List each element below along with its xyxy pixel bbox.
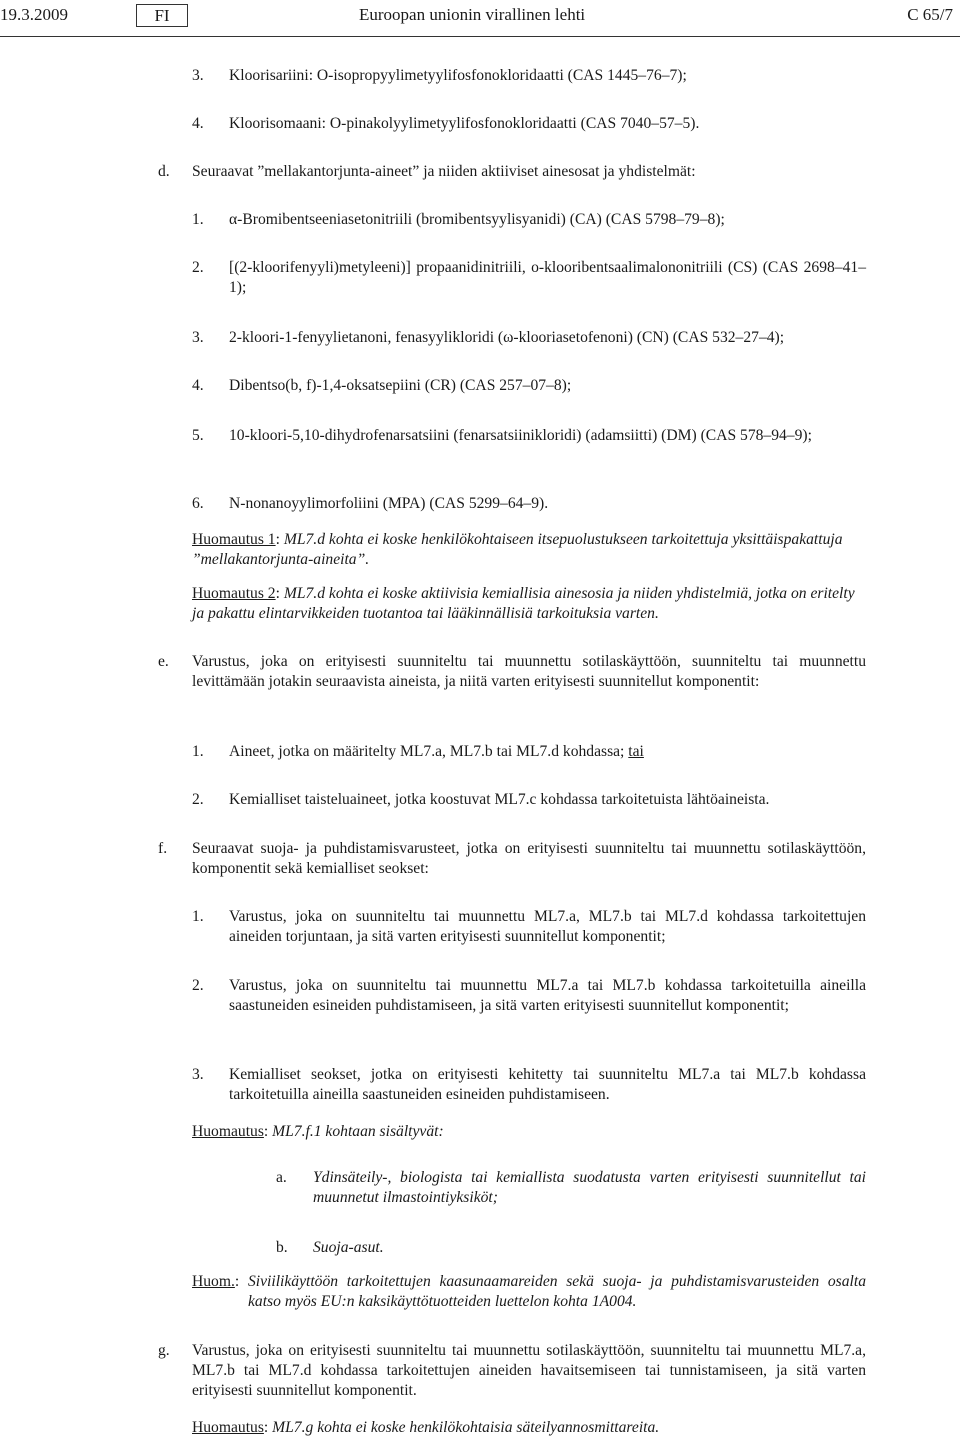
note-separator: :: [275, 531, 284, 548]
note-label: Huomautus: [192, 1123, 264, 1140]
note-text: ML7.d kohta ei koske henkilökohtaiseen itsepuolustukseen tarkoitettuja yksittäispakattuja ”mellakantorjunta-aineita”.: [192, 531, 843, 568]
item-number: 6.: [192, 495, 204, 512]
publication-date: 19.3.2009: [0, 5, 68, 24]
note-text: ML7.d kohta ei koske aktiivisia kemiallisia ainesosia ja niiden yhdistelmiä, jotka on eritelty ja pakattu elintarvikkeiden tuotantoa tai lääkinnällisiä tarkoituksia varten.: [192, 585, 855, 622]
item-number: 1.: [192, 743, 204, 760]
note-separator: :: [234, 1273, 240, 1290]
item-text: Varustus, joka on erityisesti suunniteltu tai muunnettu sotilaskäyttöön, suunniteltu tai muunnettu levittämään jotakin seuraavista aineista, ja niitä varten erityisesti suunnitellut komponentit:: [192, 653, 866, 690]
note-label: Huomautus 1: [192, 531, 276, 548]
note-text: ML7.g kohta ei koske henkilökohtaisia säteilyannosmittareita.: [272, 1419, 660, 1436]
item-number: 5.: [192, 427, 204, 444]
item-text: Kemialliset seokset, jotka on erityisesti kehitetty tai suunniteltu ML7.a tai ML7.b kohdassa tarkoitetuilla aineilla saastuneiden esineiden puhdistamiseen.: [229, 1066, 866, 1103]
item-text: 2-kloori-1-fenyylietanoni, fenasyylikloridi (ω-klooriasetofenoni) (CN) (CAS 532–27–4);: [229, 329, 785, 346]
item-text: Varustus, joka on erityisesti suunniteltu tai muunnettu sotilaskäyttöön, suunniteltu tai muunnettu ML7.a, ML7.b tai ML7.d kohdassa tarkoitettujen aineiden havaitsemiseen tai tunnistamiseen, ja sitä varten erityisesti suunnitellut komponentit.: [192, 1342, 866, 1399]
item-number: 3.: [192, 329, 204, 346]
note-text: Siviilikäyttöön tarkoitettujen kaasunaamareiden sekä suoja- ja puhdistamisvarusteiden osalta katso myös EU:n kaksikäyttötuotteiden luettelon kohta 1A004.: [248, 1273, 866, 1310]
item-letter: g.: [158, 1342, 170, 1359]
item-text: α-Bromibentseeniasetonitriili (bromibentsyylisyanidi) (CA) (CAS 5798–79–8);: [229, 211, 725, 228]
note-text: ML7.f.1 kohtaan sisältyvät:: [272, 1123, 444, 1140]
note-separator: :: [275, 585, 284, 602]
item-text: Suoja-asut.: [313, 1239, 384, 1256]
item-number: 4.: [192, 377, 204, 394]
item-letter: e.: [158, 653, 169, 670]
item-number: 2.: [192, 259, 204, 276]
note-label: Huom.: [192, 1273, 235, 1290]
item-text: Varustus, joka on suunniteltu tai muunnettu ML7.a tai ML7.b kohdassa tarkoitetuilla aineilla saastuneiden esineiden puhdistamiseen, ja sitä varten erityisesti suunnitellut komponentit;: [229, 977, 866, 1014]
item-number: 1.: [192, 211, 204, 228]
item-number: 3.: [192, 1066, 204, 1083]
item-text: Kloorisariini: O-isopropyylimetyylifosfonokloridaatti (CAS 1445–76–7);: [229, 67, 687, 84]
item-text: Aineet, jotka on määritelty ML7.a, ML7.b tai ML7.d kohdassa;: [229, 743, 629, 760]
page-reference: C 65/7: [907, 5, 953, 24]
header-rule: [0, 36, 960, 37]
item-number: 2.: [192, 791, 204, 808]
note-label: Huomautus 2: [192, 585, 276, 602]
journal-title: Euroopan unionin virallinen lehti: [359, 5, 586, 24]
note-label: Huomautus: [192, 1419, 264, 1436]
note-d-2: [192, 584, 866, 624]
item-text: 10-kloori-5,10-dihydrofenarsatsiini (fenarsatsiinikloridi) (adamsiitti) (DM) (CAS 578–94–9);: [229, 427, 812, 444]
item-number: 2.: [192, 977, 204, 994]
item-number: 1.: [192, 908, 204, 925]
item-text: [(2-kloorifenyyli)metyleeni)] propaanidinitriili, o-klooribentsaalimalononitriili (CS) (CAS 2698–41–1);: [229, 259, 866, 296]
item-text: Seuraavat ”mellakantorjunta-aineet” ja niiden aktiiviset ainesosat ja yhdistelmät:: [192, 163, 696, 180]
language-code-box: FI: [136, 4, 188, 27]
note-g: [192, 1418, 659, 1438]
item-text: N-nonanoyylimorfoliini (MPA) (CAS 5299–64–9).: [229, 495, 549, 512]
item-letter: a.: [276, 1169, 287, 1186]
item-text: Varustus, joka on suunniteltu tai muunnettu ML7.a, ML7.b tai ML7.d kohdassa tarkoitettujen aineiden torjuntaan, ja sitä varten erityisesti suunnitellut komponentit;: [229, 908, 866, 945]
note-f: [192, 1122, 444, 1142]
item-letter: b.: [276, 1239, 288, 1256]
item-text: Seuraavat suoja- ja puhdistamisvarusteet, jotka on erityisesti suunniteltu tai muunnettu sotilaskäyttöön, komponentit sekä kemialliset seokset:: [192, 840, 866, 877]
item-number: 4.: [192, 115, 204, 132]
page-header: [0, 0, 960, 38]
note-separator: :: [263, 1123, 273, 1140]
item-letter: d.: [158, 163, 170, 180]
item-text: Ydinsäteily-, biologista tai kemiallista suodatusta varten erityisesti suunnitellut tai muunnetut ilmastointiyksiköt;: [313, 1169, 866, 1206]
item-text-or: tai: [628, 743, 644, 760]
item-text: Kloorisomaani: O-pinakolyylimetyylifosfonokloridaatti (CAS 7040–57–5).: [229, 115, 700, 132]
item-text: Dibentso(b, f)-1,4-oksatsepiini (CR) (CAS 257–07–8);: [229, 377, 572, 394]
note-separator: :: [263, 1419, 273, 1436]
note-d-1: [192, 530, 866, 570]
item-text: Kemialliset taisteluaineet, jotka koostuvat ML7.c kohdassa tarkoitetuista lähtöaineista.: [229, 791, 770, 808]
item-number: 3.: [192, 67, 204, 84]
item-letter: f.: [158, 840, 168, 857]
